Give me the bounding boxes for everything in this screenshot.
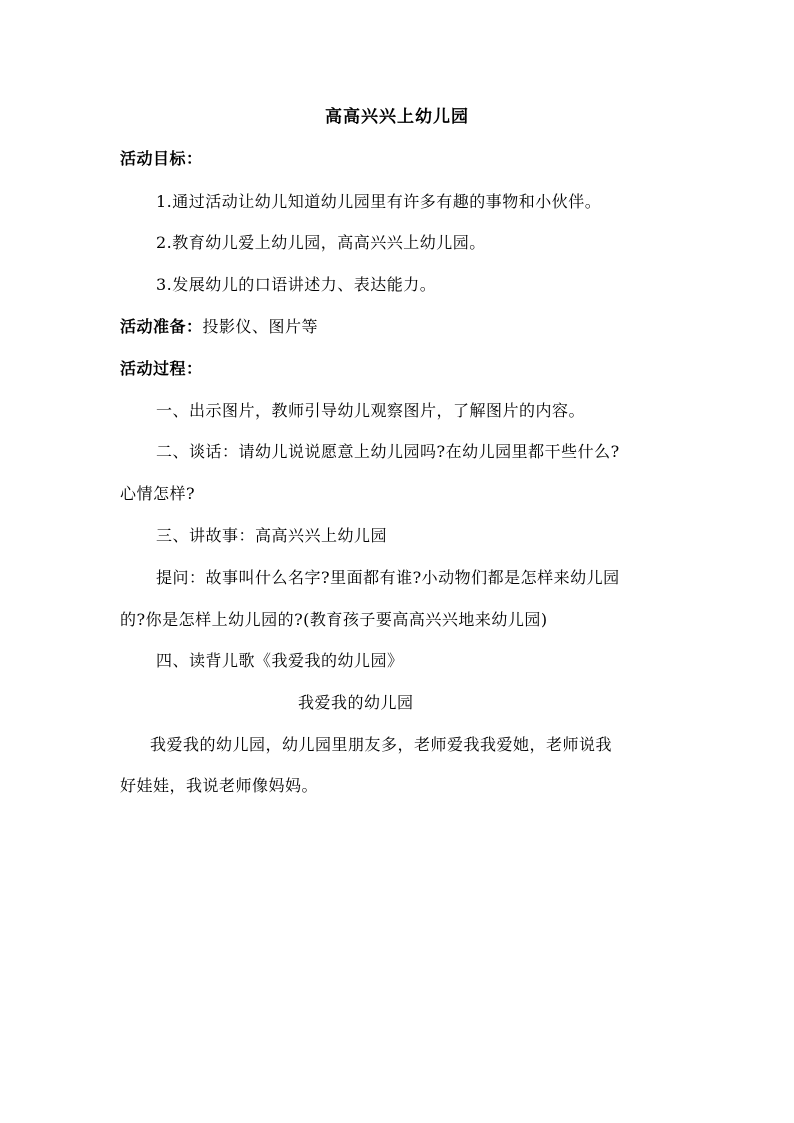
- process-step-4: 四、读背儿歌《我爱我的幼儿园》: [156, 651, 404, 670]
- goal-item-1: 1.通过活动让幼儿知道幼儿园里有许多有趣的事物和小伙伴。: [156, 192, 602, 211]
- preparation-heading: 活动准备：: [120, 317, 203, 336]
- preparation-paragraph: [120, 315, 794, 339]
- process-heading: 活动过程：: [120, 359, 203, 378]
- process-question-line-2: 的?你是怎样上幼儿园的?(教育孩子要高高兴兴地来幼儿园): [120, 610, 548, 629]
- document-title: 高高兴兴上幼儿园: [325, 107, 469, 127]
- goal-item-3: 3.发展幼儿的口语讲述力、表达能力。: [156, 275, 437, 294]
- process-step-3: 三、讲故事：高高兴兴上幼儿园: [156, 526, 388, 545]
- poem-title: 我爱我的幼儿园: [298, 693, 414, 712]
- poem-line-2: 好娃娃，我说老师像妈妈。: [120, 776, 319, 795]
- poem-line-1: 我爱我的幼儿园，幼儿园里朋友多，老师爱我我爱她，老师说我: [150, 735, 613, 754]
- process-step-1: 一、出示图片，教师引导幼儿观察图片，了解图片的内容。: [156, 401, 586, 420]
- process-question-line-1: 提问：故事叫什么名字?里面都有谁?小动物们都是怎样来幼儿园: [156, 568, 620, 587]
- process-step-2-line-1: 二、谈话：请幼儿说说愿意上幼儿园吗?在幼儿园里都干些什么?: [156, 442, 620, 461]
- preparation-text: 投影仪、图片等: [202, 317, 319, 336]
- process-step-2-line-2: 心情怎样?: [120, 484, 196, 503]
- goals-heading: 活动目标：: [120, 149, 203, 168]
- goal-item-2: 2.教育幼儿爱上幼儿园，高高兴兴上幼儿园。: [156, 233, 486, 252]
